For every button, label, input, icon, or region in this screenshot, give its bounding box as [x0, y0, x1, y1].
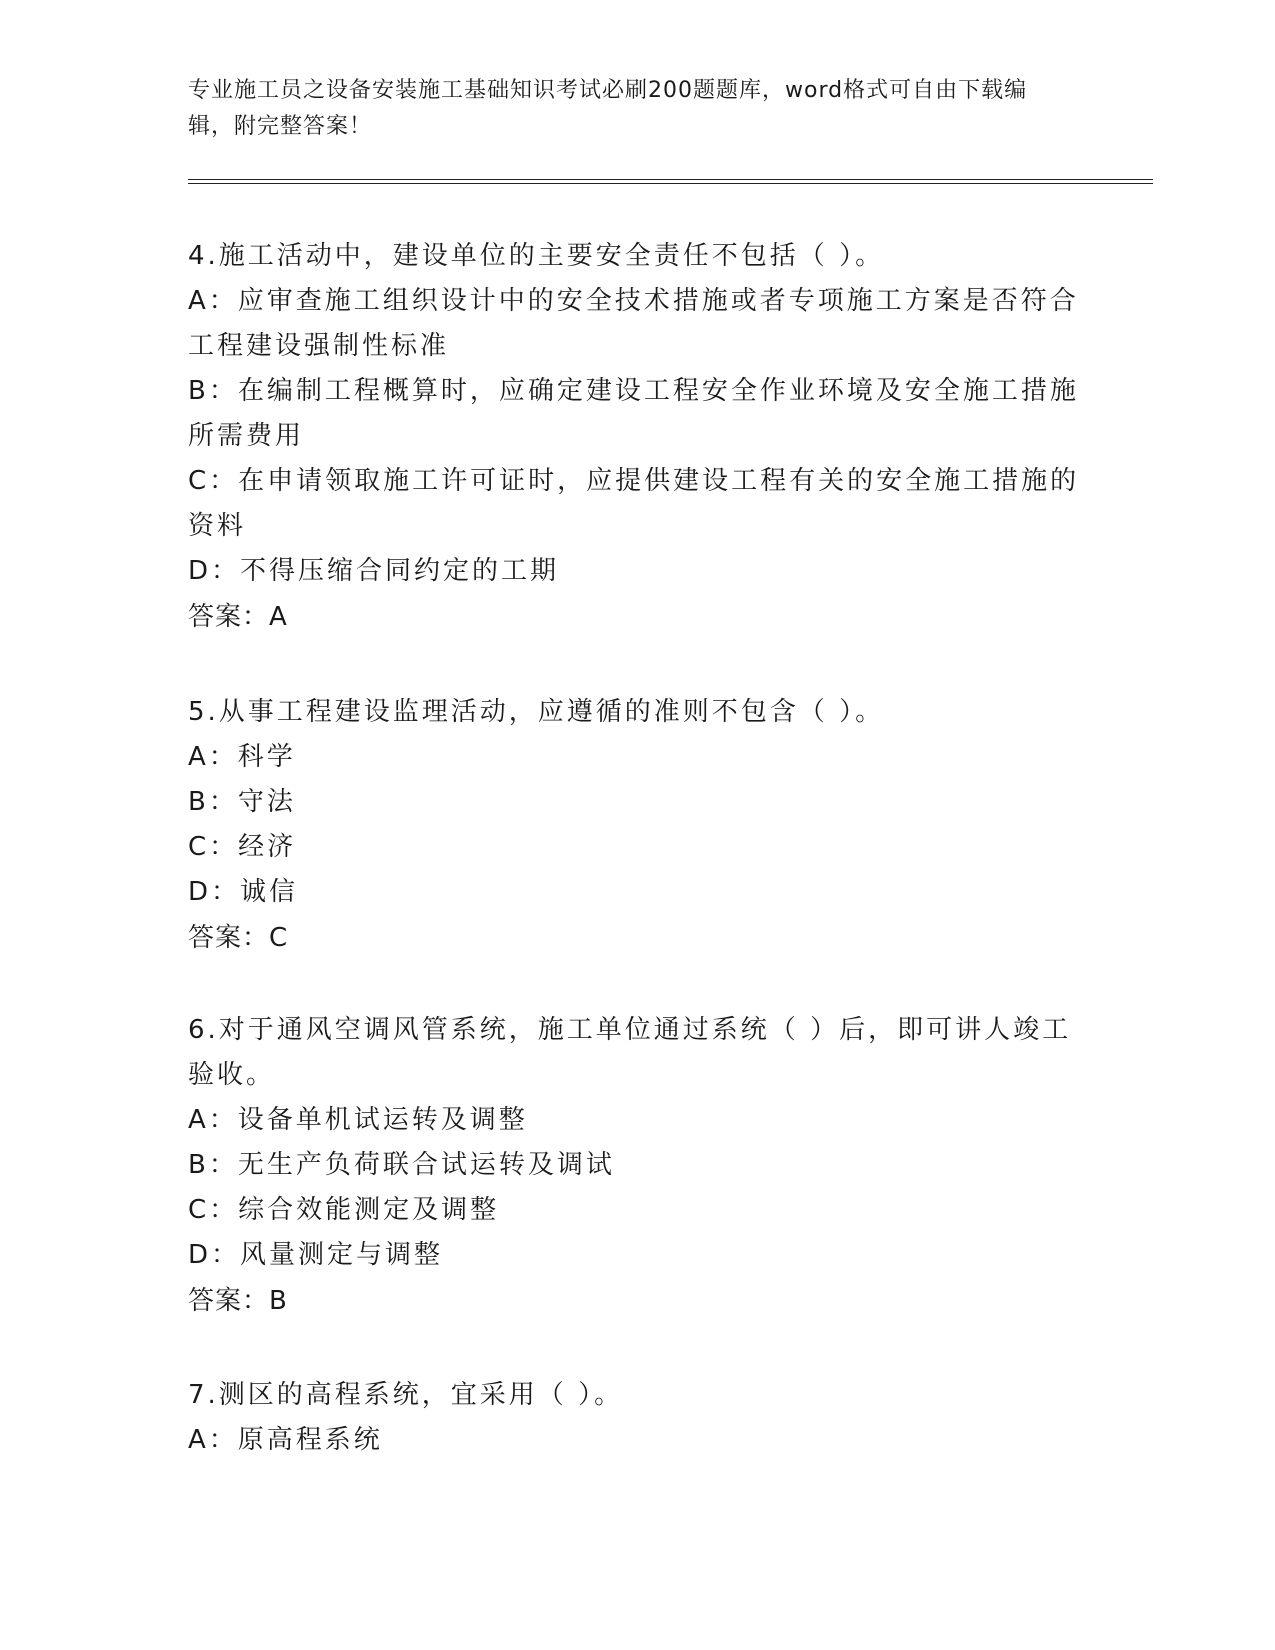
question-stem: 4.施工活动中，建设单位的主要安全责任不包括（ ）。 — [188, 241, 885, 271]
question-stem: 5.从事工程建设监理活动，应遵循的准则不包含（ ）。 — [188, 697, 885, 727]
option-b: B：守法 — [188, 787, 296, 817]
option-a: A：原高程系统 — [188, 1425, 383, 1455]
answer-label: 答案：A — [188, 602, 288, 632]
option-c-line-2: 资料 — [188, 511, 247, 541]
question-4 — [188, 234, 1078, 640]
question-5 — [188, 690, 1078, 961]
question-stem-line-2: 验收。 — [188, 1060, 276, 1090]
option-a-line-2: 工程建设强制性标准 — [188, 331, 450, 361]
answer-label: 答案：B — [188, 1286, 288, 1316]
header-rule-bottom — [188, 183, 1153, 184]
option-a: A：科学 — [188, 742, 296, 772]
question-7 — [188, 1373, 1078, 1463]
question-stem: 7.测区的高程系统，宜采用（ ）。 — [188, 1380, 624, 1410]
option-a: A：设备单机试运转及调整 — [188, 1105, 528, 1135]
option-d: D：风量测定与调整 — [188, 1240, 444, 1270]
option-c: C：综合效能测定及调整 — [188, 1195, 500, 1225]
option-c-line-1: C：在申请领取施工许可证时，应提供建设工程有关的安全施工措施的 — [188, 466, 1080, 496]
option-c: C：经济 — [188, 832, 297, 862]
option-a-line-1: A：应审查施工组织设计中的安全技术措施或者专项施工方案是否符合 — [188, 286, 1079, 316]
option-d: D：不得压缩合同约定的工期 — [188, 556, 560, 586]
option-b: B：无生产负荷联合试运转及调试 — [188, 1150, 615, 1180]
document-header: 专业施工员之设备安装施工基础知识考试必刷200题题库，word格式可自由下载编辑，附完整答案！ — [188, 78, 1028, 139]
question-stem-line-1: 6.对于通风空调风管系统，施工单位通过系统（ ）后，即可讲人竣工 — [188, 1015, 1072, 1045]
answer-label: 答案：C — [188, 923, 289, 953]
header-rule-top — [188, 179, 1153, 180]
option-d: D：诚信 — [188, 877, 299, 907]
question-6 — [188, 1008, 1078, 1324]
option-b-line-1: B：在编制工程概算时，应确定建设工程安全作业环境及安全施工措施 — [188, 376, 1079, 406]
option-b-line-2: 所需费用 — [188, 421, 305, 451]
